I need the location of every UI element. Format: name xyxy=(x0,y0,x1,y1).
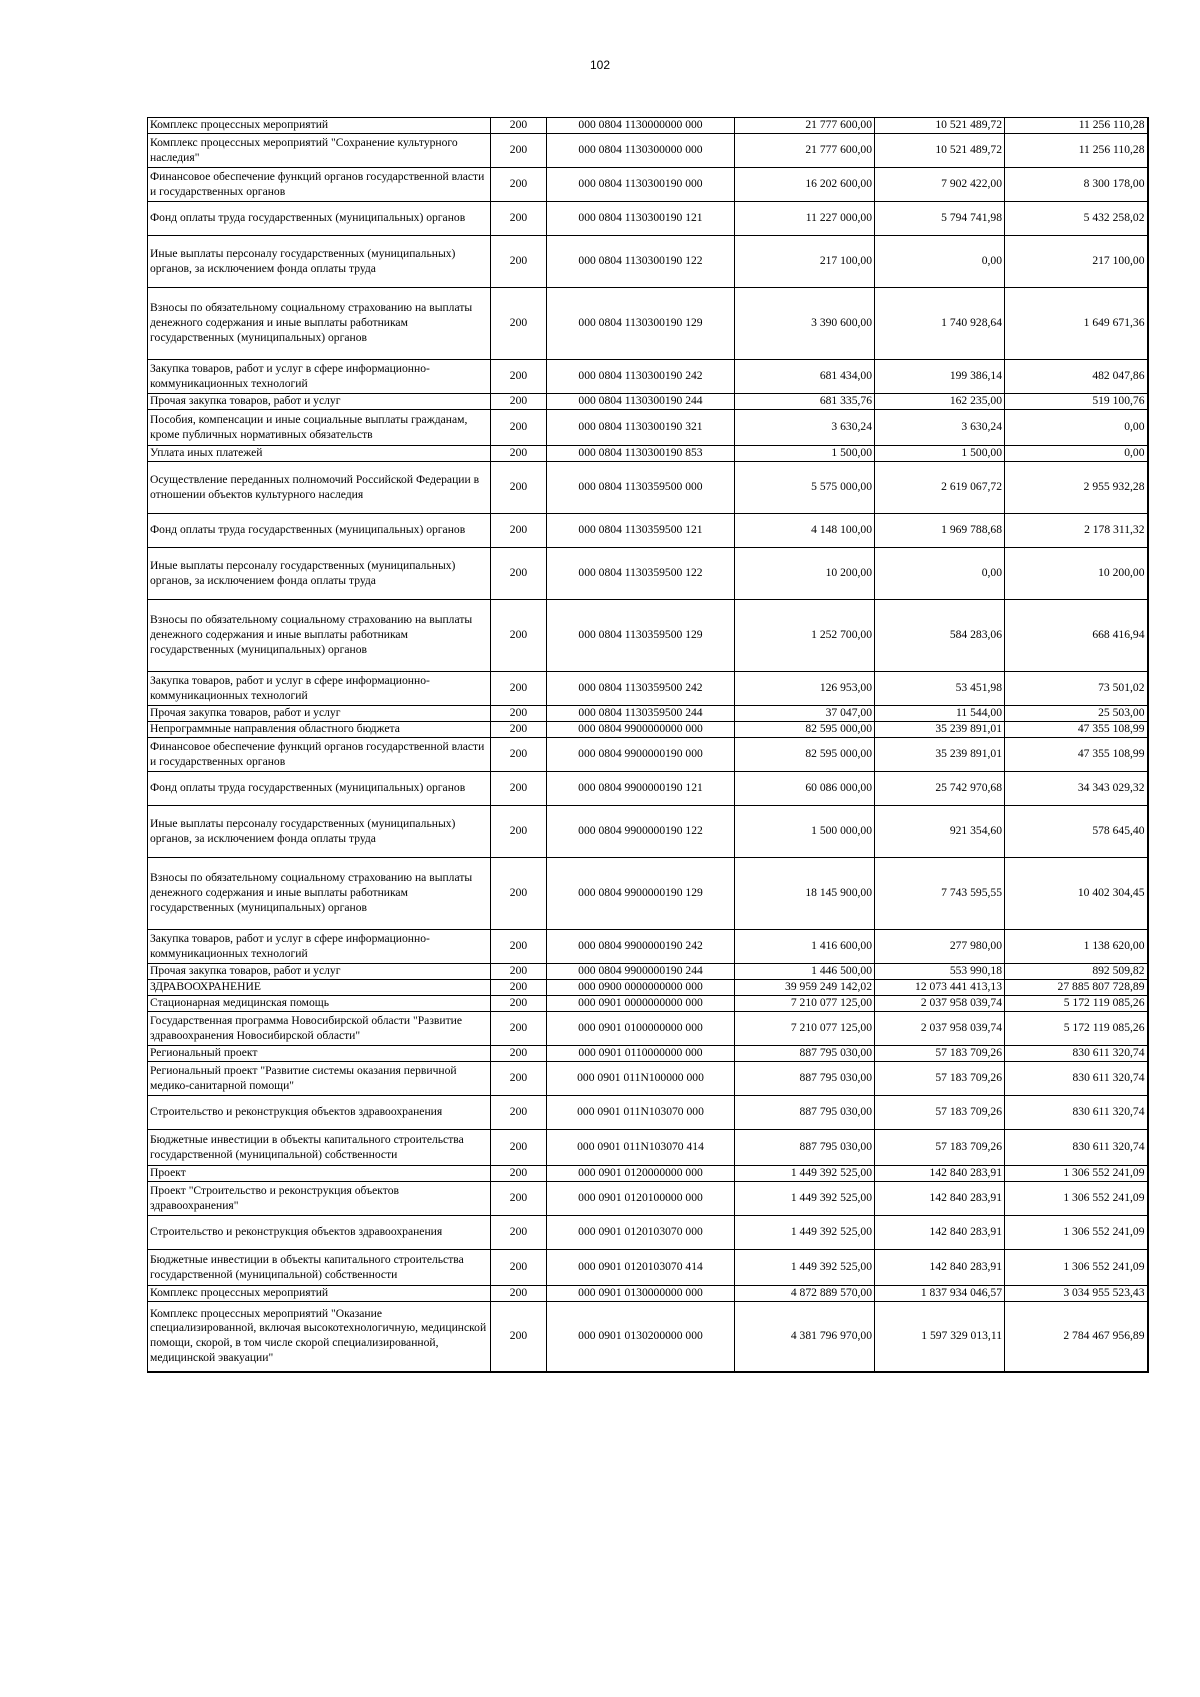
row-executed-cell: 57 183 709,26 xyxy=(875,1130,1005,1166)
row-plan-cell: 82 595 000,00 xyxy=(735,722,875,738)
row-remaining-cell: 1 306 552 241,09 xyxy=(1005,1216,1148,1250)
row-code-cell: 200 xyxy=(491,394,547,410)
row-code-cell: 200 xyxy=(491,288,547,360)
table-row xyxy=(148,394,1148,410)
row-remaining-cell: 0,00 xyxy=(1005,410,1148,446)
table-row xyxy=(148,980,1148,996)
row-executed-cell: 1 837 934 046,57 xyxy=(875,1286,1005,1302)
row-code-cell: 200 xyxy=(491,1130,547,1166)
row-remaining-cell: 1 306 552 241,09 xyxy=(1005,1182,1148,1216)
row-code-cell: 200 xyxy=(491,462,547,514)
row-remaining-cell: 5 172 119 085,26 xyxy=(1005,996,1148,1012)
row-remaining-cell: 668 416,94 xyxy=(1005,600,1148,672)
row-name-cell: Финансовое обеспечение функций органов государственной власти и государственных органов xyxy=(148,738,491,772)
row-name-cell: Закупка товаров, работ и услуг в сфере информационно-коммуникационных технологий xyxy=(148,360,491,394)
row-plan-cell: 1 449 392 525,00 xyxy=(735,1216,875,1250)
table-row xyxy=(148,996,1148,1012)
row-executed-cell: 57 183 709,26 xyxy=(875,1046,1005,1062)
row-plan-cell: 39 959 249 142,02 xyxy=(735,980,875,996)
row-remaining-cell: 25 503,00 xyxy=(1005,706,1148,722)
row-code-cell: 200 xyxy=(491,236,547,288)
row-plan-cell: 1 449 392 525,00 xyxy=(735,1166,875,1182)
row-plan-cell: 18 145 900,00 xyxy=(735,858,875,930)
row-plan-cell: 10 200,00 xyxy=(735,548,875,600)
row-plan-cell: 5 575 000,00 xyxy=(735,462,875,514)
row-plan-cell: 16 202 600,00 xyxy=(735,168,875,202)
row-code-cell: 200 xyxy=(491,706,547,722)
row-remaining-cell: 830 611 320,74 xyxy=(1005,1130,1148,1166)
row-plan-cell: 1 416 600,00 xyxy=(735,930,875,964)
row-code-cell: 200 xyxy=(491,1062,547,1096)
row-kbk-cell: 000 0901 0100000000 000 xyxy=(547,1012,735,1046)
row-plan-cell: 887 795 030,00 xyxy=(735,1130,875,1166)
row-kbk-cell: 000 0804 9900000190 129 xyxy=(547,858,735,930)
row-plan-cell: 4 872 889 570,00 xyxy=(735,1286,875,1302)
page-number: 102 xyxy=(589,58,611,72)
row-remaining-cell: 830 611 320,74 xyxy=(1005,1096,1148,1130)
row-executed-cell: 142 840 283,91 xyxy=(875,1250,1005,1286)
table-row xyxy=(148,1166,1148,1182)
row-name-cell: Комплекс процессных мероприятий xyxy=(148,118,491,134)
row-kbk-cell: 000 0901 011N100000 000 xyxy=(547,1062,735,1096)
row-plan-cell: 126 953,00 xyxy=(735,672,875,706)
row-code-cell: 200 xyxy=(491,1216,547,1250)
row-name-cell: Уплата иных платежей xyxy=(148,446,491,462)
row-remaining-cell: 1 306 552 241,09 xyxy=(1005,1166,1148,1182)
row-remaining-cell: 8 300 178,00 xyxy=(1005,168,1148,202)
row-executed-cell: 1 500,00 xyxy=(875,446,1005,462)
row-executed-cell: 2 037 958 039,74 xyxy=(875,996,1005,1012)
row-kbk-cell: 000 0901 0120000000 000 xyxy=(547,1166,735,1182)
table-row xyxy=(148,772,1148,806)
row-name-cell: Стационарная медицинская помощь xyxy=(148,996,491,1012)
row-name-cell: Пособия, компенсации и иные социальные выплаты гражданам, кроме публичных нормативных обязательств xyxy=(148,410,491,446)
row-executed-cell: 53 451,98 xyxy=(875,672,1005,706)
row-plan-cell: 11 227 000,00 xyxy=(735,202,875,236)
row-plan-cell: 1 252 700,00 xyxy=(735,600,875,672)
row-remaining-cell: 5 172 119 085,26 xyxy=(1005,1012,1148,1046)
row-code-cell: 200 xyxy=(491,168,547,202)
table-row xyxy=(148,858,1148,930)
row-remaining-cell: 1 306 552 241,09 xyxy=(1005,1250,1148,1286)
row-executed-cell: 553 990,18 xyxy=(875,964,1005,980)
table-row xyxy=(148,930,1148,964)
row-executed-cell: 5 794 741,98 xyxy=(875,202,1005,236)
row-remaining-cell: 578 645,40 xyxy=(1005,806,1148,858)
table-row xyxy=(148,722,1148,738)
row-executed-cell: 35 239 891,01 xyxy=(875,722,1005,738)
row-executed-cell: 25 742 970,68 xyxy=(875,772,1005,806)
row-remaining-cell: 217 100,00 xyxy=(1005,236,1148,288)
row-kbk-cell: 000 0804 1130359500 121 xyxy=(547,514,735,548)
row-executed-cell: 3 630,24 xyxy=(875,410,1005,446)
row-code-cell: 200 xyxy=(491,772,547,806)
row-kbk-cell: 000 0901 0120103070 414 xyxy=(547,1250,735,1286)
row-remaining-cell: 830 611 320,74 xyxy=(1005,1062,1148,1096)
table-row xyxy=(148,514,1148,548)
row-executed-cell: 142 840 283,91 xyxy=(875,1216,1005,1250)
row-remaining-cell: 11 256 110,28 xyxy=(1005,134,1148,168)
row-kbk-cell: 000 0804 9900000190 122 xyxy=(547,806,735,858)
row-kbk-cell: 000 0804 9900000190 244 xyxy=(547,964,735,980)
row-kbk-cell: 000 0901 0130000000 000 xyxy=(547,1286,735,1302)
row-plan-cell: 82 595 000,00 xyxy=(735,738,875,772)
table-row xyxy=(148,706,1148,722)
row-executed-cell: 12 073 441 413,13 xyxy=(875,980,1005,996)
row-executed-cell: 0,00 xyxy=(875,548,1005,600)
row-remaining-cell: 892 509,82 xyxy=(1005,964,1148,980)
row-executed-cell: 1 740 928,64 xyxy=(875,288,1005,360)
table-row xyxy=(148,1096,1148,1130)
row-name-cell: Закупка товаров, работ и услуг в сфере информационно-коммуникационных технологий xyxy=(148,930,491,964)
table-row xyxy=(148,1302,1148,1372)
table-row xyxy=(148,236,1148,288)
table-row xyxy=(148,548,1148,600)
row-code-cell: 200 xyxy=(491,446,547,462)
row-name-cell: Фонд оплаты труда государственных (муниципальных) органов xyxy=(148,514,491,548)
row-executed-cell: 7 743 595,55 xyxy=(875,858,1005,930)
row-executed-cell: 142 840 283,91 xyxy=(875,1182,1005,1216)
row-name-cell: Осуществление переданных полномочий Российской Федерации в отношении объектов культурного наследия xyxy=(148,462,491,514)
row-plan-cell: 1 446 500,00 xyxy=(735,964,875,980)
row-name-cell: Финансовое обеспечение функций органов государственной власти и государственных органов xyxy=(148,168,491,202)
row-kbk-cell: 000 0901 011N103070 000 xyxy=(547,1096,735,1130)
row-plan-cell: 1 500 000,00 xyxy=(735,806,875,858)
row-name-cell: Прочая закупка товаров, работ и услуг xyxy=(148,706,491,722)
row-plan-cell: 887 795 030,00 xyxy=(735,1096,875,1130)
row-kbk-cell: 000 0804 1130300190 853 xyxy=(547,446,735,462)
table-row xyxy=(148,202,1148,236)
row-name-cell: Прочая закупка товаров, работ и услуг xyxy=(148,964,491,980)
row-remaining-cell: 482 047,86 xyxy=(1005,360,1148,394)
row-code-cell: 200 xyxy=(491,722,547,738)
row-name-cell: Иные выплаты персоналу государственных (муниципальных) органов, за исключением фонда оплаты труда xyxy=(148,236,491,288)
row-plan-cell: 7 210 077 125,00 xyxy=(735,1012,875,1046)
row-name-cell: Проект xyxy=(148,1166,491,1182)
row-kbk-cell: 000 0804 1130300190 242 xyxy=(547,360,735,394)
row-remaining-cell: 73 501,02 xyxy=(1005,672,1148,706)
row-executed-cell: 2 037 958 039,74 xyxy=(875,1012,1005,1046)
row-kbk-cell: 000 0804 1130300190 321 xyxy=(547,410,735,446)
row-executed-cell: 10 521 489,72 xyxy=(875,134,1005,168)
table-row xyxy=(148,410,1148,446)
row-kbk-cell: 000 0804 1130359500 244 xyxy=(547,706,735,722)
table-row xyxy=(148,1062,1148,1096)
row-code-cell: 200 xyxy=(491,134,547,168)
row-code-cell: 200 xyxy=(491,672,547,706)
row-remaining-cell: 27 885 807 728,89 xyxy=(1005,980,1148,996)
table-row xyxy=(148,600,1148,672)
row-remaining-cell: 1 138 620,00 xyxy=(1005,930,1148,964)
row-code-cell: 200 xyxy=(491,514,547,548)
row-kbk-cell: 000 0900 0000000000 000 xyxy=(547,980,735,996)
row-kbk-cell: 000 0901 0130200000 000 xyxy=(547,1302,735,1372)
row-code-cell: 200 xyxy=(491,1166,547,1182)
row-name-cell: Иные выплаты персоналу государственных (муниципальных) органов, за исключением фонда оплаты труда xyxy=(148,806,491,858)
row-kbk-cell: 000 0804 1130300190 129 xyxy=(547,288,735,360)
row-plan-cell: 21 777 600,00 xyxy=(735,134,875,168)
row-plan-cell: 681 335,76 xyxy=(735,394,875,410)
row-code-cell: 200 xyxy=(491,1046,547,1062)
table-row xyxy=(148,1012,1148,1046)
row-code-cell: 200 xyxy=(491,1302,547,1372)
row-name-cell: Взносы по обязательному социальному страхованию на выплаты денежного содержания и иные выплаты работникам государственных (муниципальных) органов xyxy=(148,600,491,672)
row-remaining-cell: 47 355 108,99 xyxy=(1005,722,1148,738)
row-code-cell: 200 xyxy=(491,930,547,964)
row-plan-cell: 3 630,24 xyxy=(735,410,875,446)
row-kbk-cell: 000 0804 1130300190 244 xyxy=(547,394,735,410)
row-code-cell: 200 xyxy=(491,806,547,858)
row-kbk-cell: 000 0804 9900000190 242 xyxy=(547,930,735,964)
table-row xyxy=(148,360,1148,394)
row-kbk-cell: 000 0901 0120103070 000 xyxy=(547,1216,735,1250)
row-plan-cell: 1 449 392 525,00 xyxy=(735,1182,875,1216)
row-remaining-cell: 519 100,76 xyxy=(1005,394,1148,410)
table-row xyxy=(148,1130,1148,1166)
row-executed-cell: 35 239 891,01 xyxy=(875,738,1005,772)
row-name-cell: Бюджетные инвестиции в объекты капитального строительства государственной (муниципальной) собственности xyxy=(148,1130,491,1166)
row-name-cell: Фонд оплаты труда государственных (муниципальных) органов xyxy=(148,202,491,236)
table-row xyxy=(148,168,1148,202)
row-name-cell: Государственная программа Новосибирской области "Развитие здравоохранения Новосибирской области" xyxy=(148,1012,491,1046)
row-kbk-cell: 000 0804 9900000190 000 xyxy=(547,738,735,772)
row-code-cell: 200 xyxy=(491,964,547,980)
table-row xyxy=(148,964,1148,980)
row-name-cell: Прочая закупка товаров, работ и услуг xyxy=(148,394,491,410)
row-kbk-cell: 000 0804 1130359500 242 xyxy=(547,672,735,706)
row-code-cell: 200 xyxy=(491,1250,547,1286)
row-code-cell: 200 xyxy=(491,738,547,772)
row-executed-cell: 10 521 489,72 xyxy=(875,118,1005,134)
row-remaining-cell: 11 256 110,28 xyxy=(1005,118,1148,134)
row-kbk-cell: 000 0804 1130359500 129 xyxy=(547,600,735,672)
row-remaining-cell: 2 955 932,28 xyxy=(1005,462,1148,514)
row-kbk-cell: 000 0804 1130300190 121 xyxy=(547,202,735,236)
row-plan-cell: 21 777 600,00 xyxy=(735,118,875,134)
row-name-cell: Проект "Строительство и реконструкция объектов здравоохранения" xyxy=(148,1182,491,1216)
row-remaining-cell: 2 784 467 956,89 xyxy=(1005,1302,1148,1372)
row-kbk-cell: 000 0804 1130300190 000 xyxy=(547,168,735,202)
row-remaining-cell: 47 355 108,99 xyxy=(1005,738,1148,772)
row-name-cell: Комплекс процессных мероприятий "Сохранение культурного наследия" xyxy=(148,134,491,168)
row-plan-cell: 887 795 030,00 xyxy=(735,1046,875,1062)
row-kbk-cell: 000 0804 1130359500 122 xyxy=(547,548,735,600)
row-name-cell: Бюджетные инвестиции в объекты капитального строительства государственной (муниципальной) собственности xyxy=(148,1250,491,1286)
table-row xyxy=(148,446,1148,462)
row-code-cell: 200 xyxy=(491,980,547,996)
row-plan-cell: 217 100,00 xyxy=(735,236,875,288)
table-row xyxy=(148,462,1148,514)
table-row xyxy=(148,1250,1148,1286)
row-name-cell: Закупка товаров, работ и услуг в сфере информационно-коммуникационных технологий xyxy=(148,672,491,706)
row-code-cell: 200 xyxy=(491,1182,547,1216)
row-code-cell: 200 xyxy=(491,410,547,446)
row-code-cell: 200 xyxy=(491,996,547,1012)
row-code-cell: 200 xyxy=(491,858,547,930)
table-row xyxy=(148,1182,1148,1216)
row-name-cell: Комплекс процессных мероприятий xyxy=(148,1286,491,1302)
row-plan-cell: 4 381 796 970,00 xyxy=(735,1302,875,1372)
table-row xyxy=(148,806,1148,858)
row-kbk-cell: 000 0804 1130000000 000 xyxy=(547,118,735,134)
row-plan-cell: 3 390 600,00 xyxy=(735,288,875,360)
row-executed-cell: 57 183 709,26 xyxy=(875,1062,1005,1096)
row-kbk-cell: 000 0804 9900000000 000 xyxy=(547,722,735,738)
row-executed-cell: 7 902 422,00 xyxy=(875,168,1005,202)
row-code-cell: 200 xyxy=(491,202,547,236)
row-executed-cell: 1 969 788,68 xyxy=(875,514,1005,548)
row-kbk-cell: 000 0804 1130300000 000 xyxy=(547,134,735,168)
row-kbk-cell: 000 0804 9900000190 121 xyxy=(547,772,735,806)
row-name-cell: Фонд оплаты труда государственных (муниципальных) органов xyxy=(148,772,491,806)
row-plan-cell: 60 086 000,00 xyxy=(735,772,875,806)
table-row xyxy=(148,118,1148,134)
row-code-cell: 200 xyxy=(491,1096,547,1130)
row-kbk-cell: 000 0901 011N103070 414 xyxy=(547,1130,735,1166)
row-name-cell: Взносы по обязательному социальному страхованию на выплаты денежного содержания и иные выплаты работникам государственных (муниципальных) органов xyxy=(148,288,491,360)
row-remaining-cell: 10 402 304,45 xyxy=(1005,858,1148,930)
row-name-cell: Комплекс процессных мероприятий "Оказание специализированной, включая высокотехнологичную, медицинской помощи, скорой, в том числе скорой специализированной, медицинской эвакуации" xyxy=(148,1302,491,1372)
row-executed-cell: 57 183 709,26 xyxy=(875,1096,1005,1130)
row-plan-cell: 1 500,00 xyxy=(735,446,875,462)
row-executed-cell: 162 235,00 xyxy=(875,394,1005,410)
table-row xyxy=(148,672,1148,706)
row-name-cell: ЗДРАВООХРАНЕНИЕ xyxy=(148,980,491,996)
row-code-cell: 200 xyxy=(491,360,547,394)
row-plan-cell: 7 210 077 125,00 xyxy=(735,996,875,1012)
row-remaining-cell: 5 432 258,02 xyxy=(1005,202,1148,236)
table-row xyxy=(148,738,1148,772)
row-remaining-cell: 0,00 xyxy=(1005,446,1148,462)
row-executed-cell: 584 283,06 xyxy=(875,600,1005,672)
row-remaining-cell: 3 034 955 523,43 xyxy=(1005,1286,1148,1302)
row-remaining-cell: 1 649 671,36 xyxy=(1005,288,1148,360)
row-kbk-cell: 000 0901 0120100000 000 xyxy=(547,1182,735,1216)
row-remaining-cell: 2 178 311,32 xyxy=(1005,514,1148,548)
row-name-cell: Региональный проект "Развитие системы оказания первичной медико-санитарной помощи" xyxy=(148,1062,491,1096)
row-code-cell: 200 xyxy=(491,600,547,672)
row-executed-cell: 277 980,00 xyxy=(875,930,1005,964)
row-executed-cell: 921 354,60 xyxy=(875,806,1005,858)
row-remaining-cell: 830 611 320,74 xyxy=(1005,1046,1148,1062)
row-plan-cell: 4 148 100,00 xyxy=(735,514,875,548)
table-row xyxy=(148,1286,1148,1302)
row-plan-cell: 887 795 030,00 xyxy=(735,1062,875,1096)
row-kbk-cell: 000 0901 0110000000 000 xyxy=(547,1046,735,1062)
table-row xyxy=(148,288,1148,360)
row-executed-cell: 1 597 329 013,11 xyxy=(875,1302,1005,1372)
row-name-cell: Непрограммные направления областного бюджета xyxy=(148,722,491,738)
row-name-cell: Взносы по обязательному социальному страхованию на выплаты денежного содержания и иные выплаты работникам государственных (муниципальных) органов xyxy=(148,858,491,930)
row-executed-cell: 2 619 067,72 xyxy=(875,462,1005,514)
row-plan-cell: 681 434,00 xyxy=(735,360,875,394)
budget-table xyxy=(147,117,1149,1373)
row-executed-cell: 142 840 283,91 xyxy=(875,1166,1005,1182)
row-code-cell: 200 xyxy=(491,548,547,600)
table-row xyxy=(148,1046,1148,1062)
row-kbk-cell: 000 0901 0000000000 000 xyxy=(547,996,735,1012)
row-executed-cell: 199 386,14 xyxy=(875,360,1005,394)
row-kbk-cell: 000 0804 1130300190 122 xyxy=(547,236,735,288)
row-code-cell: 200 xyxy=(491,1012,547,1046)
row-kbk-cell: 000 0804 1130359500 000 xyxy=(547,462,735,514)
row-name-cell: Строительство и реконструкция объектов здравоохранения xyxy=(148,1096,491,1130)
row-remaining-cell: 34 343 029,32 xyxy=(1005,772,1148,806)
row-executed-cell: 11 544,00 xyxy=(875,706,1005,722)
table-row xyxy=(148,134,1148,168)
row-code-cell: 200 xyxy=(491,118,547,134)
row-plan-cell: 37 047,00 xyxy=(735,706,875,722)
row-name-cell: Региональный проект xyxy=(148,1046,491,1062)
row-name-cell: Иные выплаты персоналу государственных (муниципальных) органов, за исключением фонда оплаты труда xyxy=(148,548,491,600)
row-name-cell: Строительство и реконструкция объектов здравоохранения xyxy=(148,1216,491,1250)
row-plan-cell: 1 449 392 525,00 xyxy=(735,1250,875,1286)
row-executed-cell: 0,00 xyxy=(875,236,1005,288)
row-code-cell: 200 xyxy=(491,1286,547,1302)
table-row xyxy=(148,1216,1148,1250)
row-remaining-cell: 10 200,00 xyxy=(1005,548,1148,600)
